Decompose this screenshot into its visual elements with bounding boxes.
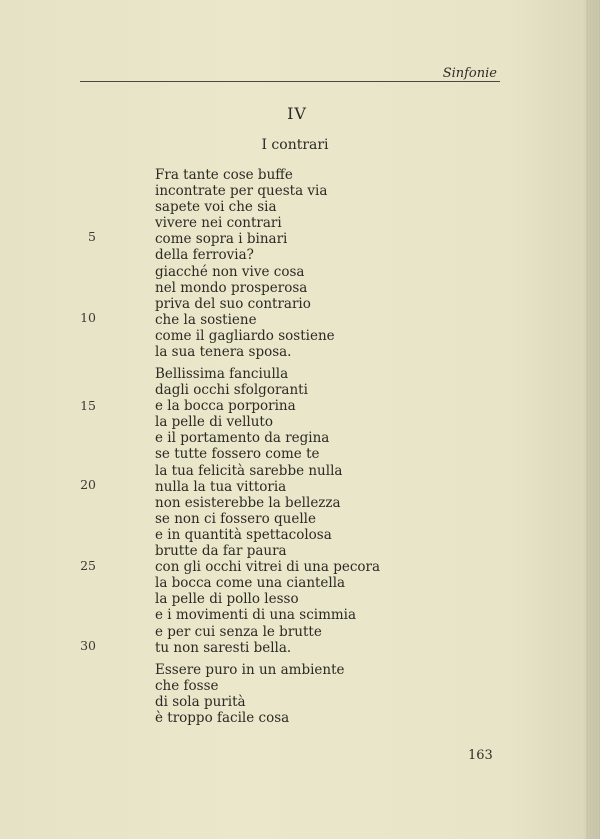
stanza-3 (155, 662, 345, 726)
poem-line: come sopra i binari (155, 231, 288, 248)
poem-line: e i movimenti di una scimmia (155, 607, 357, 624)
line-number: 15 (80, 398, 96, 413)
poem-line: la pelle di velluto (155, 414, 273, 431)
poem-line: con gli occhi vitrei di una pecora (155, 559, 381, 576)
line-number: 25 (80, 558, 96, 573)
poem-line: sapete voi che sia (155, 199, 277, 216)
poem-title: I contrari (261, 137, 329, 153)
poem-line: se tutte fossero come te (155, 446, 320, 463)
poem-line: la sua tenera sposa. (155, 344, 292, 361)
poem-line: Essere puro in un ambiente (155, 662, 345, 678)
running-head: Sinfonie (442, 66, 497, 81)
poem-line: come il gagliardo sostiene (155, 327, 335, 344)
header-rule (80, 81, 500, 82)
poem-line: la tua felicità sarebbe nulla (155, 462, 343, 479)
poem-line: e la bocca porporina (155, 398, 296, 415)
poem-line: che fosse (155, 678, 219, 695)
poem-line: di sola purità (155, 694, 246, 711)
stanza-2 (155, 366, 380, 656)
line-number: 30 (80, 638, 96, 653)
poem-line: la bocca come una ciantella (155, 575, 346, 592)
page-number: 163 (468, 748, 493, 763)
poem-line: Fra tante cose buffe (155, 167, 293, 183)
line-number: 5 (88, 229, 96, 244)
poem-line: e in quantità spettacolosa (155, 526, 332, 543)
line-number: 10 (80, 310, 96, 325)
poem-line: la pelle di pollo lesso (155, 591, 299, 608)
line-number: 20 (80, 477, 96, 492)
poem-line: Bellissima fanciulla (155, 366, 289, 382)
poem-line: e il portamento da regina (155, 430, 330, 447)
poem-line: della ferrovia? (155, 247, 254, 264)
poem-line: tu non saresti bella. (155, 639, 292, 656)
poem-line: priva del suo contrario (155, 295, 311, 312)
poem-line: è troppo facile cosa (155, 710, 290, 727)
poem-line: nel mondo prosperosa (155, 279, 308, 296)
poem-line: non esisterebbe la bellezza (155, 494, 341, 511)
section-number: IV (287, 104, 307, 123)
poem-line: incontrate per questa via (155, 183, 328, 200)
poem-line: nulla la tua vittoria (155, 478, 287, 495)
poem-line: brutte da far paura (155, 543, 287, 560)
poem-line: vivere nei contrari (155, 215, 282, 232)
poem-line: e per cui senza le brutte (155, 623, 322, 640)
poem-line: che la sostiene (155, 311, 257, 328)
poem-line: giacché non vive cosa (155, 263, 305, 280)
poem-line: se non ci fossero quelle (155, 510, 316, 527)
stanza-1 (155, 167, 335, 360)
page-edge-shadow (586, 0, 600, 839)
poem-line: dagli occhi sfolgoranti (155, 382, 308, 399)
